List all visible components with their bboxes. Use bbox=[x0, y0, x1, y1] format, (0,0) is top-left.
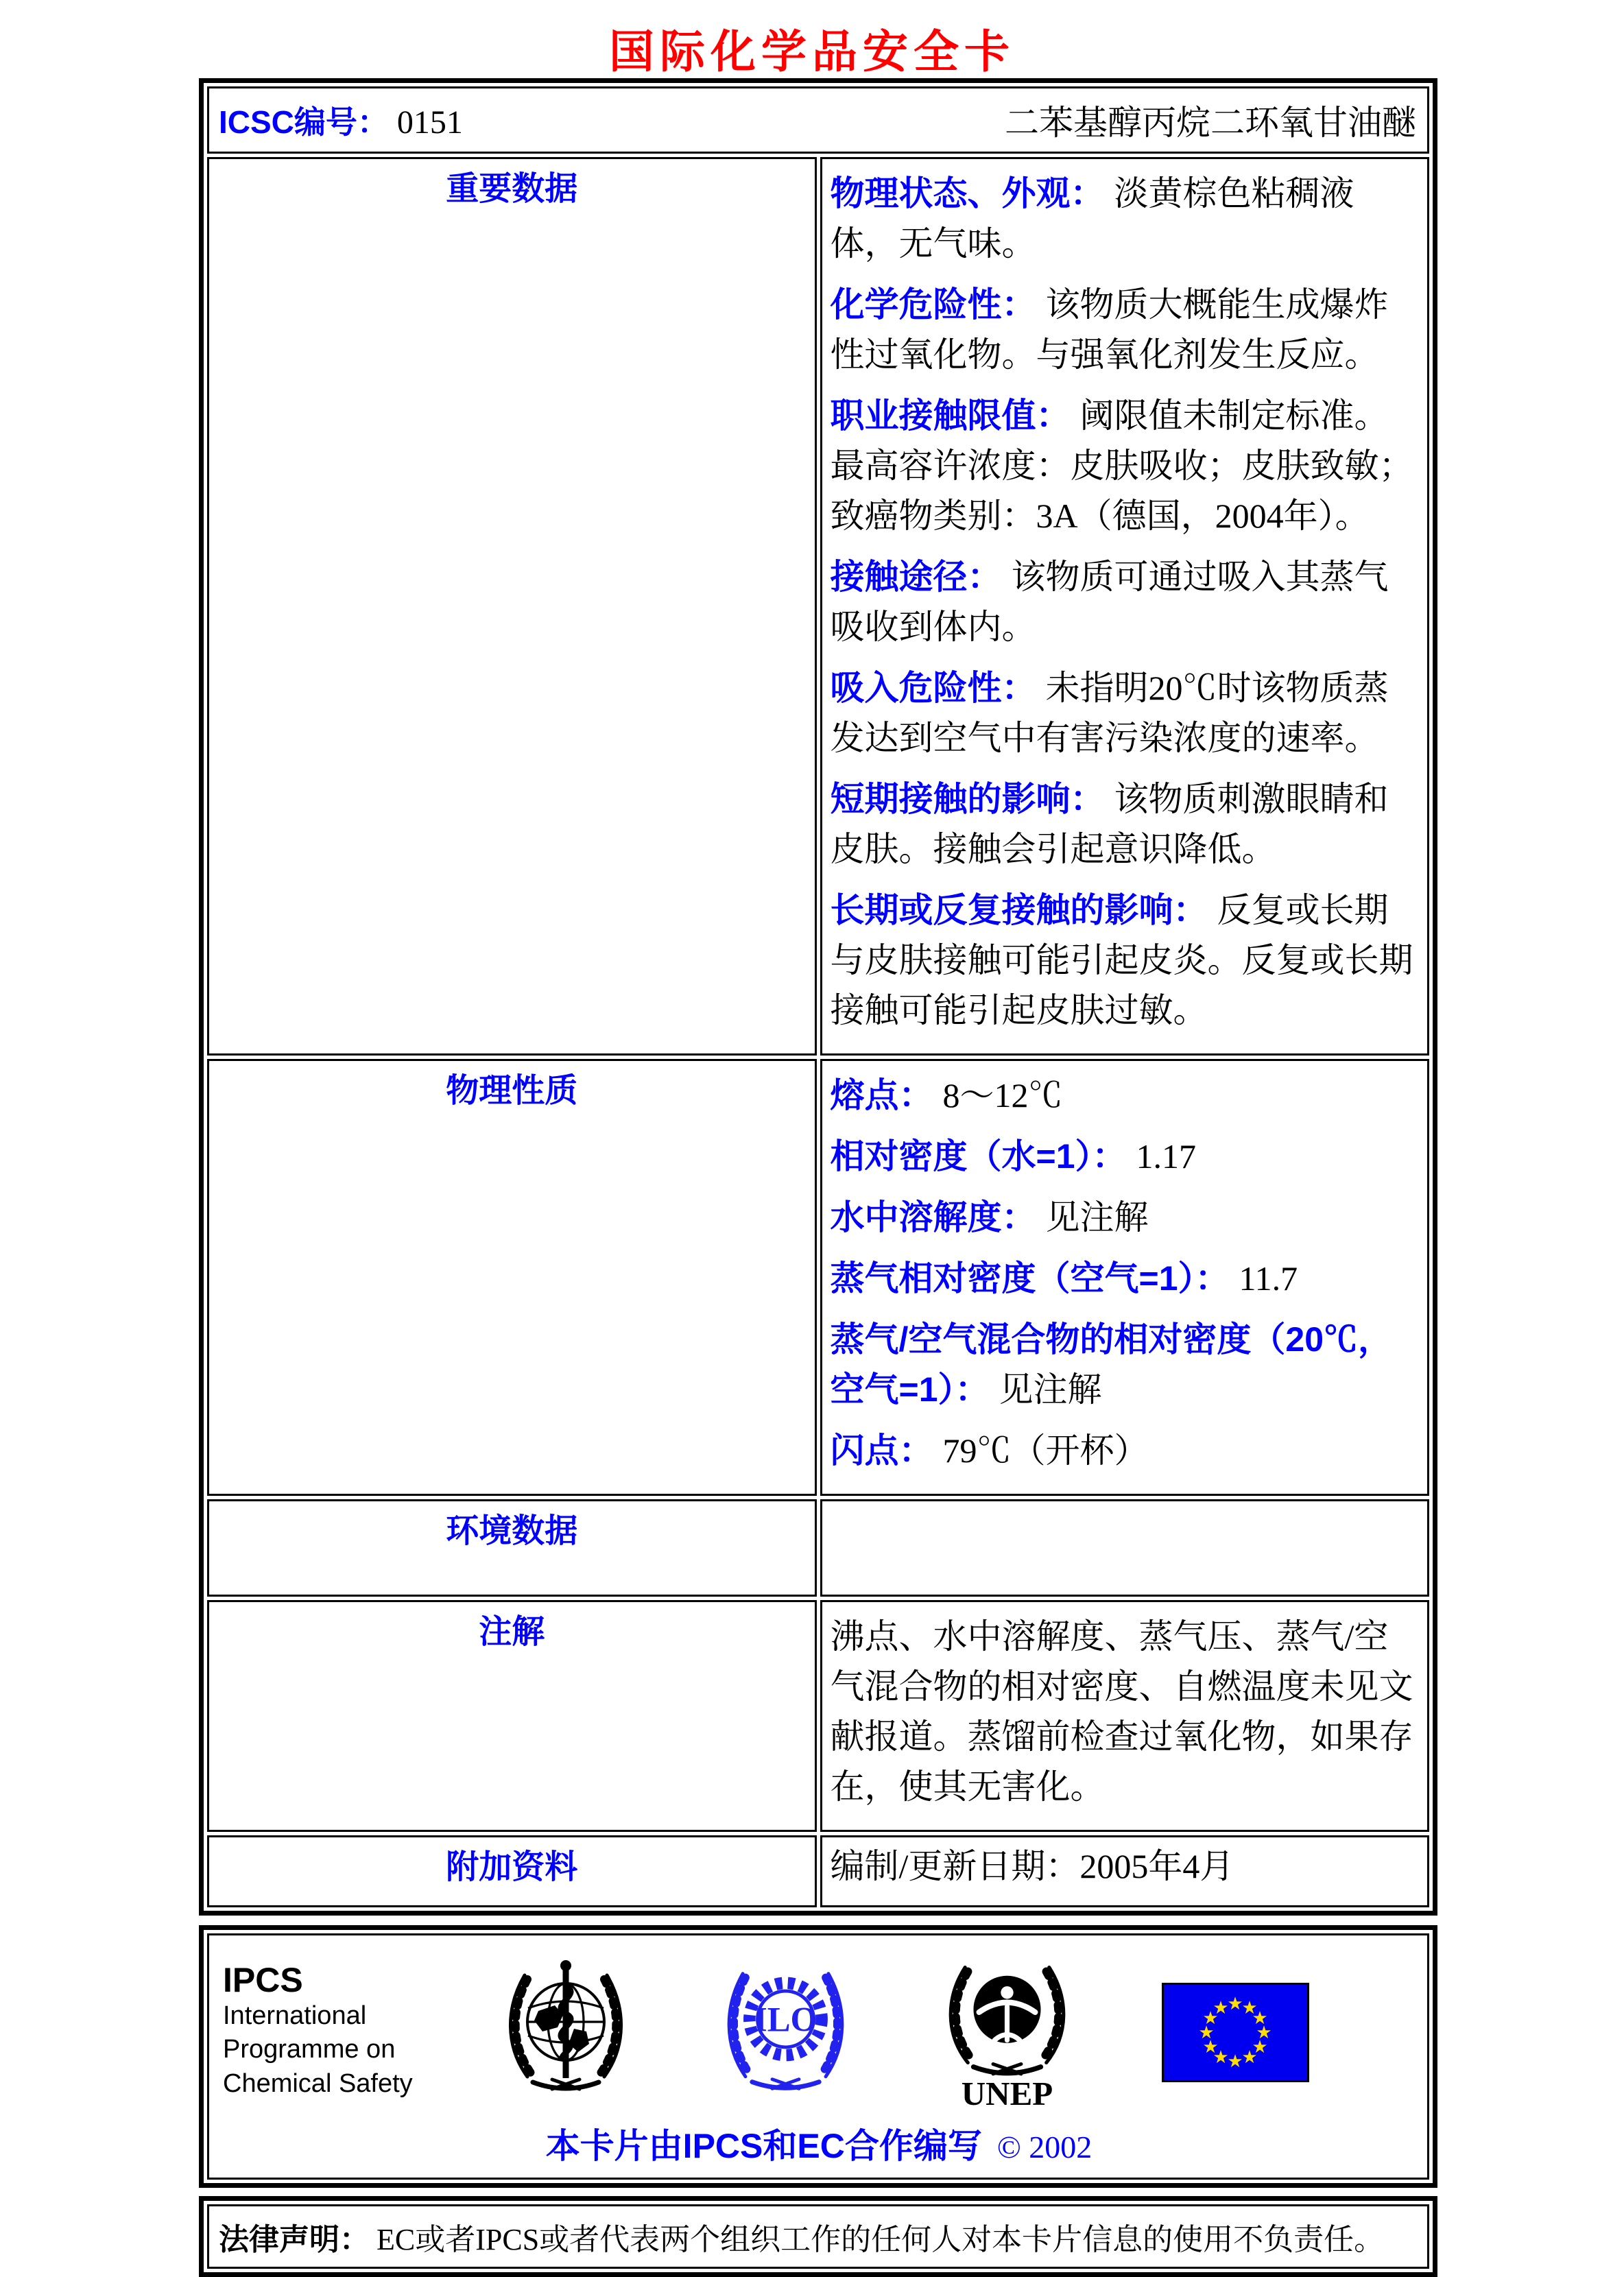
svg-text:★: ★ bbox=[1241, 2047, 1258, 2068]
ipcs-line: Programme on bbox=[223, 2035, 396, 2064]
field-label: 接触途径： bbox=[830, 558, 1002, 596]
section-content-environmental-data bbox=[820, 1499, 1430, 1597]
field-line bbox=[831, 1426, 1421, 1476]
svg-text:★: ★ bbox=[1241, 1998, 1258, 2018]
svg-text:★: ★ bbox=[1202, 2008, 1219, 2029]
unep-logo-text: UNEP bbox=[961, 2074, 1053, 2112]
field-label: 职业接触限值： bbox=[830, 396, 1071, 435]
svg-text:★: ★ bbox=[1202, 2037, 1219, 2058]
svg-text:★: ★ bbox=[1227, 1994, 1243, 2014]
field-value: 沸点、水中溶解度、蒸气压、蒸气/空气混合物的相对密度、自燃温度未见文献报道。蒸馏前检查过氧化物，如果存在，使其无害化。 bbox=[830, 1617, 1413, 1806]
eu-flag-icon bbox=[1162, 1980, 1309, 2082]
section-environmental-data bbox=[207, 1499, 1429, 1597]
field-line bbox=[831, 663, 1421, 763]
section-label-additional-info: 附加资料 bbox=[207, 1835, 817, 1907]
svg-text:★: ★ bbox=[1213, 2047, 1229, 2068]
field-label: 熔点： bbox=[830, 1076, 933, 1114]
legal-notice-label: 法律声明： bbox=[219, 2223, 370, 2256]
field-line bbox=[831, 552, 1421, 652]
field-value: 见注解 bbox=[999, 1370, 1102, 1409]
legal-notice bbox=[207, 2204, 1429, 2269]
section-content-additional-info bbox=[820, 1835, 1430, 1907]
field-value: 淡黄棕色粘稠液体，无气味。 bbox=[830, 174, 1354, 263]
field-value: 11.7 bbox=[1239, 1259, 1298, 1298]
field-line bbox=[831, 1612, 1421, 1812]
field-label: 水中溶解度： bbox=[830, 1198, 1036, 1237]
ipcs-title: IPCS bbox=[223, 1960, 303, 1999]
icsc-number-field bbox=[219, 97, 463, 143]
svg-text:★: ★ bbox=[1252, 2037, 1268, 2058]
svg-text:★: ★ bbox=[1198, 2023, 1215, 2043]
section-notes bbox=[207, 1600, 1429, 1832]
section-content-important-data bbox=[820, 157, 1430, 1056]
chemical-name: 二苯基醇丙烷二环氧甘油醚 bbox=[1005, 104, 1416, 142]
unep-logo-icon bbox=[937, 1951, 1077, 2112]
who-logo-icon bbox=[497, 1953, 634, 2110]
field-line bbox=[831, 1193, 1421, 1243]
field-label: 长期或反复接触的影响： bbox=[830, 891, 1208, 929]
field-label: 相对密度（水=1）： bbox=[830, 1137, 1127, 1176]
legal-table bbox=[199, 2196, 1437, 2277]
field-value: 阈限值未制定标准。最高容许浓度：皮肤吸收；皮肤致敏；致癌物类别：3A（德国，2004年）。 bbox=[830, 396, 1413, 535]
field-value: 79℃（开杯） bbox=[942, 1431, 1149, 1470]
svg-text:★: ★ bbox=[1256, 2023, 1272, 2043]
field-value: 反复或长期与皮肤接触可能引起皮炎。反复或长期接触可能引起皮肤过敏。 bbox=[830, 891, 1413, 1029]
field-value: 1.17 bbox=[1136, 1137, 1197, 1176]
field-value: 见注解 bbox=[1045, 1198, 1149, 1237]
svg-text:★: ★ bbox=[1252, 2008, 1268, 2029]
field-label: 闪点： bbox=[830, 1431, 933, 1470]
section-label-physical-properties: 物理性质 bbox=[207, 1059, 817, 1496]
field-label: 蒸气相对密度（空气=1）： bbox=[830, 1259, 1230, 1298]
section-important-data bbox=[207, 157, 1429, 1056]
ipcs-line: International bbox=[223, 2001, 367, 2030]
field-line bbox=[831, 169, 1421, 269]
field-line bbox=[831, 774, 1421, 874]
main-table bbox=[199, 78, 1437, 1916]
field-line bbox=[831, 1841, 1421, 1892]
legal-notice-text: EC或者IPCS或者代表两个组织工作的任何人对本卡片信息的使用不负责任。 bbox=[377, 2223, 1385, 2256]
field-label: 物理状态、外观： bbox=[830, 174, 1105, 213]
section-label-important-data: 重要数据 bbox=[207, 157, 817, 1056]
ilo-logo-text: ILO bbox=[753, 2000, 817, 2039]
field-line bbox=[831, 885, 1421, 1036]
field-value: 该物质刺激眼睛和皮肤。接触会引起意识降低。 bbox=[830, 780, 1389, 868]
field-line bbox=[831, 1254, 1421, 1304]
field-line bbox=[831, 1132, 1421, 1182]
footer-copyright: © 2002 bbox=[996, 2130, 1092, 2165]
icsc-number-value: 0151 bbox=[396, 104, 463, 141]
header-row bbox=[207, 86, 1429, 154]
footer-caption bbox=[219, 2119, 1419, 2168]
section-additional-info bbox=[207, 1835, 1429, 1907]
section-content-notes bbox=[820, 1600, 1430, 1832]
section-content-physical-properties bbox=[820, 1059, 1430, 1496]
field-line bbox=[831, 391, 1421, 541]
field-line bbox=[831, 280, 1421, 380]
ipcs-text-block bbox=[223, 1962, 413, 2101]
field-value: 该物质可通过吸入其蒸气吸收到体内。 bbox=[830, 558, 1389, 646]
field-label: 短期接触的影响： bbox=[830, 780, 1105, 818]
field-value: 编制/更新日期：2005年4月 bbox=[830, 1847, 1234, 1885]
ipcs-line: Chemical Safety bbox=[223, 2069, 413, 2098]
field-value: 8～12℃ bbox=[942, 1076, 1063, 1114]
field-label: 蒸气/空气混合物的相对密度（20℃，空气=1）： bbox=[830, 1320, 1393, 1409]
footer-caption-text: 本卡片由IPCS和EC合作编写 bbox=[545, 2127, 982, 2165]
footer-table bbox=[199, 1925, 1437, 2188]
section-physical-properties bbox=[207, 1059, 1429, 1496]
field-label: 化学危险性： bbox=[830, 285, 1036, 324]
section-label-environmental-data: 环境数据 bbox=[207, 1499, 817, 1597]
field-line bbox=[831, 1071, 1421, 1121]
svg-text:★: ★ bbox=[1227, 2051, 1243, 2072]
field-value: 该物质大概能生成爆炸性过氧化物。与强氧化剂发生反应。 bbox=[830, 285, 1389, 374]
icsc-number-label: ICSC编号： bbox=[219, 104, 389, 140]
svg-text:★: ★ bbox=[1213, 1998, 1229, 2018]
section-label-notes: 注解 bbox=[207, 1600, 817, 1832]
field-label: 吸入危险性： bbox=[830, 669, 1036, 707]
field-value: 未指明20℃时该物质蒸发达到空气中有害污染浓度的速率。 bbox=[830, 669, 1389, 757]
ilo-logo-icon bbox=[719, 1954, 852, 2108]
page-title: 国际化学品安全卡 bbox=[609, 26, 1015, 77]
field-line bbox=[831, 1315, 1421, 1415]
logos-row bbox=[219, 1948, 1419, 2112]
